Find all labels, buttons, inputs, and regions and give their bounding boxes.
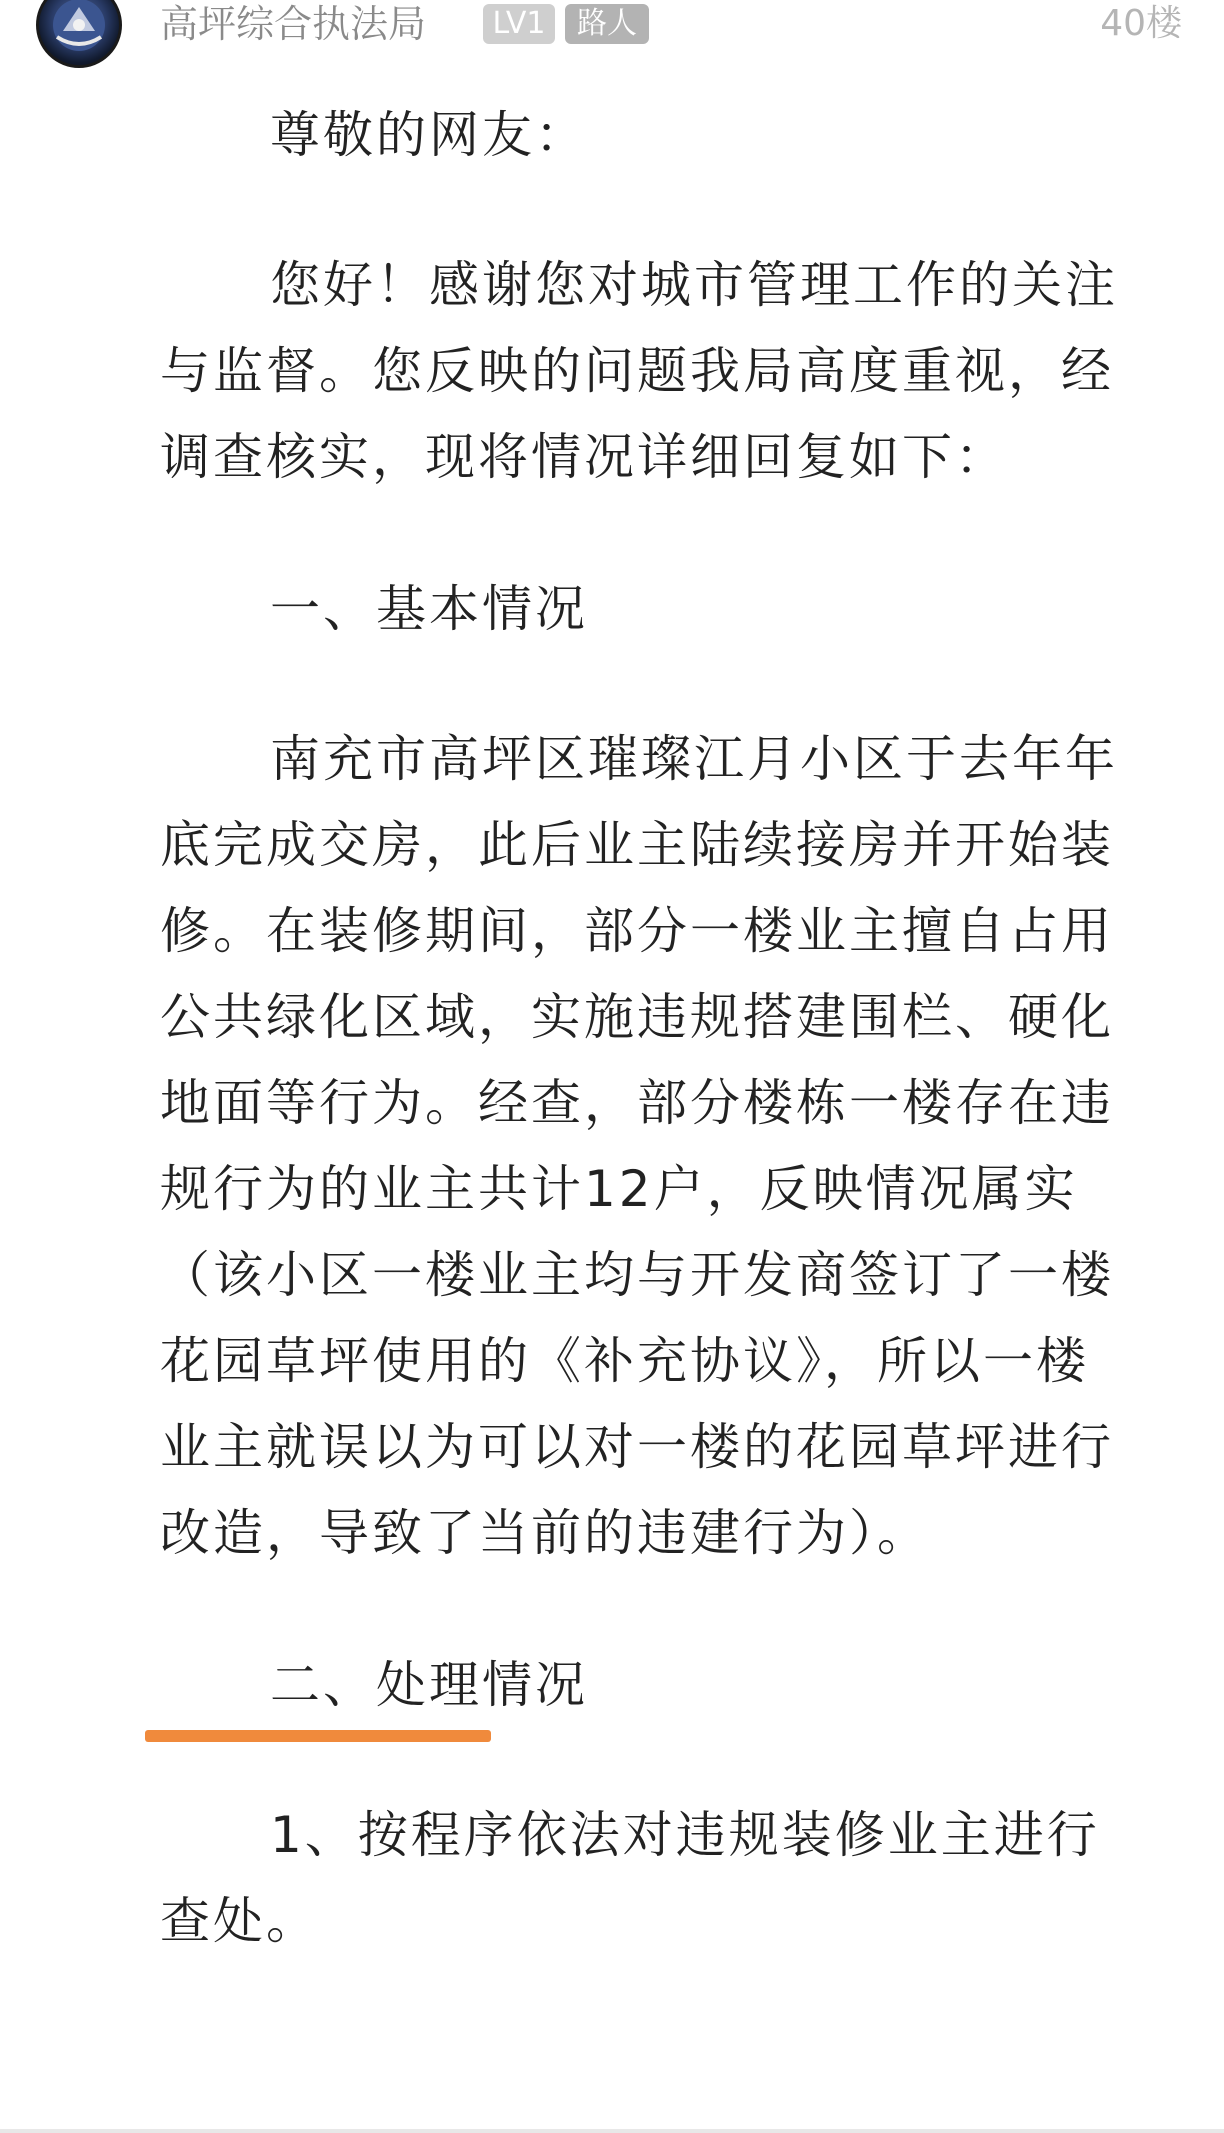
section-heading-basic: 一、基本情况: [270, 580, 588, 638]
bottom-divider: [0, 2129, 1224, 2133]
floor-number: 40楼: [1100, 3, 1182, 44]
author-avatar[interactable]: [36, 0, 122, 68]
orange-highlight-underline: [145, 1730, 491, 1742]
handling-item-1: 1、按程序依法对违规装修业主进行查处。: [160, 1806, 1100, 1950]
paragraph-gap: [160, 1576, 1120, 1642]
basic-situation-paragraph: 南充市高坪区璀璨江月小区于去年年底完成交房，此后业主陆续接房并开始装修。在装修期间，部分一楼业主擅自占用公共绿化区域，实施违规搭建围栏、硬化地面等行为。经查，部分楼栋一楼存在违规行为的业主共计12户，反映情况属实（该小区一楼业主均与开发商签订了一楼花园草坪使用的《补充协议》，所以一楼业主就误以为可以对一楼的花园草坪进行改造，导致了当前的违建行为）。: [160, 730, 1118, 1562]
section-heading-handling: 二、处理情况: [270, 1656, 588, 1714]
paragraph-gap: [160, 178, 1120, 242]
author-name[interactable]: 高坪综合执法局: [160, 2, 427, 46]
paragraph-gap: [160, 652, 1120, 716]
paragraph-gap: [160, 500, 1120, 566]
title-badge: 路人: [565, 4, 649, 44]
intro-paragraph: 您好！感谢您对城市管理工作的关注与监督。您反映的问题我局高度重视，经调查核实，现将情况详细回复如下：: [160, 256, 1118, 486]
post-header: [0, 0, 1224, 70]
emblem-icon: [39, 0, 119, 65]
greeting: 尊敬的网友：: [270, 106, 588, 164]
post-content: [160, 92, 1120, 1964]
level-badge: LV1: [483, 4, 555, 44]
